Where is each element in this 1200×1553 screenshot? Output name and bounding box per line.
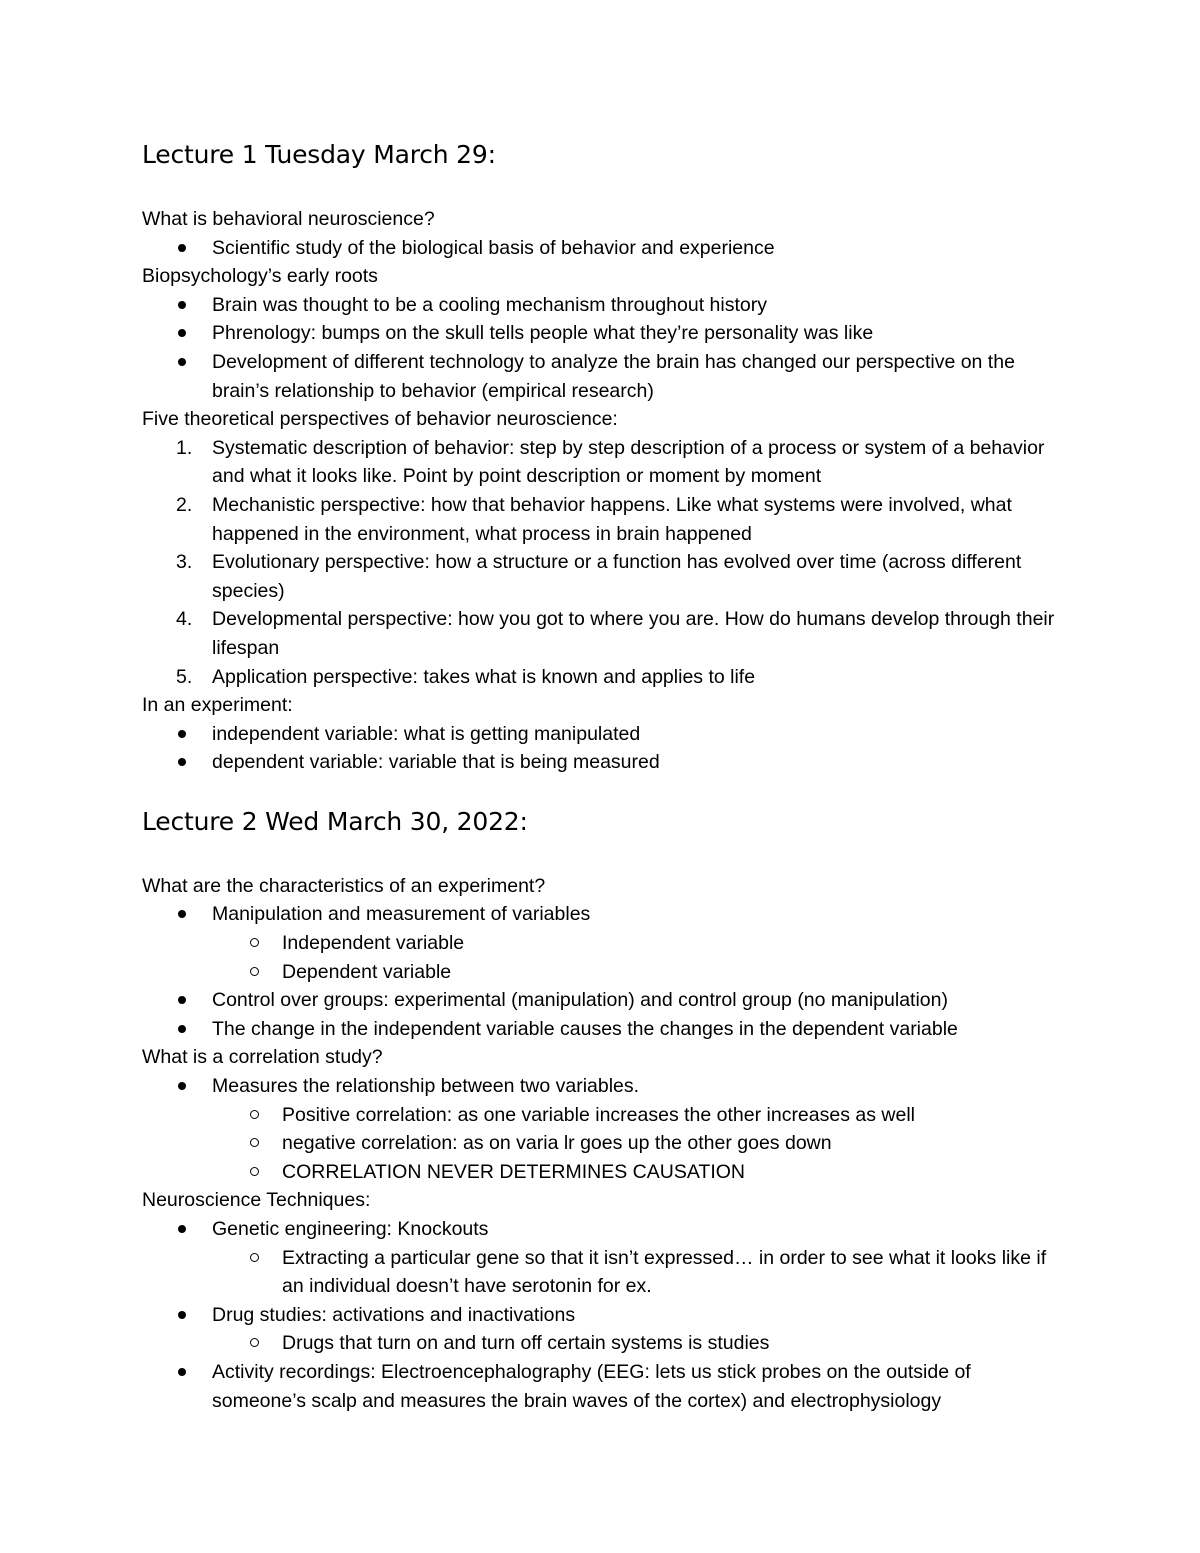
bullet-icon [178, 1082, 186, 1090]
question-characteristics: What are the characteristics of an experiment? [142, 874, 546, 897]
bullet-icon [178, 244, 186, 252]
bullet-icon [178, 1025, 186, 1033]
numbered-item: 5. Application perspective: takes what is known and applies to life [142, 663, 1062, 692]
hollow-bullet-icon [250, 1167, 259, 1176]
list-item: Development of different technology to analyze the brain has changed our perspective on the brain’s relationship to behavior (empirical research) [142, 348, 1062, 405]
bullet-icon [178, 301, 186, 309]
bullet-icon [178, 758, 186, 766]
numbered-item: 2. Mechanistic perspective: how that behavior happens. Like what systems were involved, what happened in the environment, what process in brain happened [142, 491, 1062, 548]
question-behavioral-neuroscience: What is behavioral neuroscience? [142, 208, 435, 230]
item-number: 3. [176, 551, 193, 574]
list-item: Drug studies: activations and inactivations [142, 1301, 1062, 1330]
sub-list-item: negative correlation: as on varia lr goes up the other goes down [142, 1129, 1062, 1158]
sub-list-item: Positive correlation: as one variable increases the other increases as well [142, 1101, 1062, 1130]
lecture-2-heading: Lecture 2 Wed March 30, 2022: [142, 806, 528, 836]
numbered-item: 4. Developmental perspective: how you got to where you are. How do humans develop through their lifespan [142, 605, 1062, 662]
list-item: Phrenology: bumps on the skull tells people what they’re personality was like [142, 319, 1062, 348]
hollow-bullet-icon [250, 967, 259, 976]
sub-list-item: Drugs that turn on and turn off certain systems is studies [142, 1329, 1062, 1358]
list-item: The change in the independent variable causes the changes in the dependent variable [142, 1015, 1062, 1044]
hollow-bullet-icon [250, 938, 259, 947]
question-correlation: What is a correlation study? [142, 1046, 383, 1069]
list-item: Brain was thought to be a cooling mechanism throughout history [142, 291, 1062, 320]
bullet-icon [178, 910, 186, 918]
hollow-bullet-icon [250, 1338, 259, 1347]
spacer [142, 847, 1062, 872]
numbered-item: 1. Systematic description of behavior: step by step description of a process or system of a behavior and what it looks like. Point by point description or moment by moment [142, 434, 1062, 491]
section-early-roots: Biopsychology’s early roots [142, 265, 378, 288]
sub-list-item: Dependent variable [142, 958, 1062, 987]
bullet-icon [178, 730, 186, 738]
sub-list-item: Extracting a particular gene so that it isn’t expressed… in order to see what it looks like if an individual doesn’t have serotonin for ex. [142, 1244, 1062, 1301]
list-item: Genetic engineering: Knockouts [142, 1215, 1062, 1244]
bullet-icon [178, 996, 186, 1004]
bullet-icon [178, 1225, 186, 1233]
sub-list-item: Independent variable [142, 929, 1062, 958]
numbered-item: 3. Evolutionary perspective: how a structure or a function has evolved over time (across different species) [142, 548, 1062, 605]
sub-list-item: CORRELATION NEVER DETERMINES CAUSATION [142, 1158, 1062, 1187]
hollow-bullet-icon [250, 1138, 259, 1147]
item-number: 5. [176, 665, 193, 688]
hollow-bullet-icon [250, 1253, 259, 1262]
list-item: Manipulation and measurement of variables [142, 900, 1062, 929]
section-perspectives: Five theoretical perspectives of behavior neuroscience: [142, 408, 618, 431]
list-item: dependent variable: variable that is being measured [142, 748, 1062, 777]
list-item: independent variable: what is getting manipulated [142, 720, 1062, 749]
list-item: Measures the relationship between two variables. [142, 1072, 1062, 1101]
document-page [142, 130, 1062, 1415]
list-item: Scientific study of the biological basis of behavior and experience [142, 234, 1062, 263]
hollow-bullet-icon [250, 1110, 259, 1119]
bullet-icon [178, 358, 186, 366]
item-number: 4. [176, 608, 193, 631]
bullet-icon [178, 1311, 186, 1319]
lecture-1-heading: Lecture 1 Tuesday March 29: [142, 140, 496, 169]
section-techniques: Neuroscience Techniques: [142, 1189, 371, 1212]
section-experiment: In an experiment: [142, 694, 293, 717]
list-item: Control over groups: experimental (manipulation) and control group (no manipulation) [142, 986, 1062, 1015]
bullet-icon [178, 1368, 186, 1376]
item-number: 1. [176, 436, 193, 459]
spacer [142, 180, 1062, 205]
list-item: Activity recordings: Electroencephalography (EEG: lets us stick probes on the outside of someone’s scalp and measures the brain waves of the cortex) and electrophysiology [142, 1358, 1062, 1415]
bullet-icon [178, 329, 186, 337]
item-number: 2. [176, 493, 193, 516]
